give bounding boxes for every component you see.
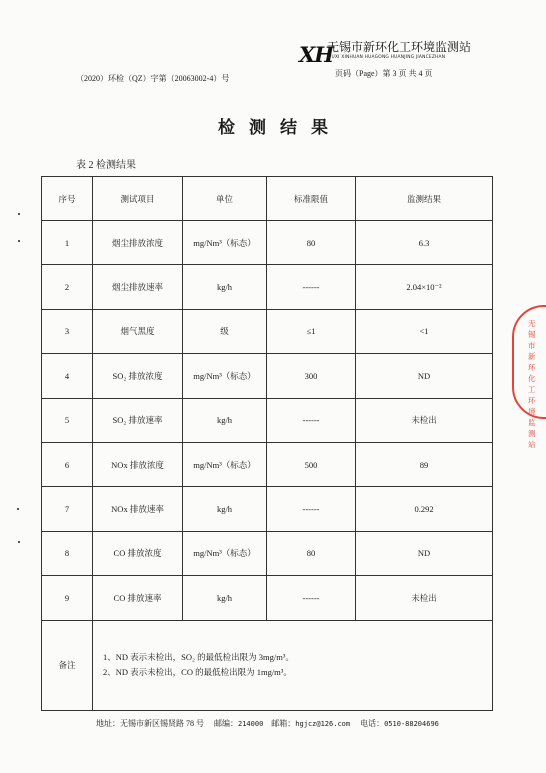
binding-mark: [18, 213, 20, 215]
address-value: 无锡市新区锡贤路 78 号: [120, 719, 204, 728]
cell-item: NOx 排放浓度: [93, 442, 183, 486]
cell-limit: ≤1: [267, 309, 356, 353]
table-row: [42, 221, 493, 265]
cell-limit: 80: [267, 531, 356, 575]
cell-result: 6.3: [356, 221, 493, 265]
cell-result: 2.04×10⁻²: [356, 265, 493, 309]
cell-no: 5: [42, 398, 93, 442]
cell-unit: mg/Nm³（标态）: [183, 531, 267, 575]
page-title: 检测结果: [218, 118, 342, 137]
cell-no: 1: [42, 221, 93, 265]
cell-no: 9: [42, 576, 93, 620]
table-row: [42, 398, 493, 442]
cell-item: CO 排放速率: [93, 576, 183, 620]
postcode-label: 邮编：: [214, 719, 238, 728]
cell-no: 7: [42, 487, 93, 531]
footer-contact: [96, 718, 439, 729]
cell-no: 4: [42, 354, 93, 398]
cell-unit: kg/h: [183, 487, 267, 531]
address-label: 地址：: [96, 719, 120, 728]
page-info: 页码（Page）第 3 页 共 4 页: [335, 69, 433, 78]
binding-mark: [17, 508, 19, 510]
cell-result: ND: [356, 354, 493, 398]
cell-no: 3: [42, 309, 93, 353]
cell-item: CO 排放浓度: [93, 531, 183, 575]
cell-item: 烟尘排放浓度: [93, 221, 183, 265]
cell-result: ND: [356, 531, 493, 575]
table-row: [42, 354, 493, 398]
logo-mark: XH: [299, 42, 334, 67]
table-row: [42, 531, 493, 575]
note-line: 1、ND 表示未检出，SO₂ 的最低检出限为 3mg/m³。: [103, 652, 294, 663]
cell-unit: 级: [183, 309, 267, 353]
cell-unit: kg/h: [183, 576, 267, 620]
cell-limit: 300: [267, 354, 356, 398]
cell-result: 89: [356, 442, 493, 486]
email-value: hgjcz@126.com: [295, 720, 351, 728]
cell-limit: ------: [267, 576, 356, 620]
cell-unit: mg/Nm³（标态）: [183, 354, 267, 398]
cell-limit: 500: [267, 442, 356, 486]
header-no: 序号: [42, 177, 93, 221]
org-name: 无锡市新环化工环境监测站: [327, 40, 472, 54]
cell-item: 烟气黑度: [93, 309, 183, 353]
cell-unit: kg/h: [183, 265, 267, 309]
cell-limit: ------: [267, 265, 356, 309]
table-row: [42, 576, 493, 620]
cell-no: 2: [42, 265, 93, 309]
cell-unit: kg/h: [183, 398, 267, 442]
table-row: [42, 442, 493, 486]
results-table: [41, 176, 493, 711]
notes-row: [42, 620, 493, 710]
header-unit: 单位: [183, 177, 267, 221]
cell-item: SO₂ 排放速率: [93, 398, 183, 442]
notes-body: [93, 620, 493, 710]
cell-result: 未检出: [356, 576, 493, 620]
header-limit: 标准限值: [267, 177, 356, 221]
table-caption: 表 2 检测结果: [76, 160, 136, 171]
cell-no: 8: [42, 531, 93, 575]
cell-result: <1: [356, 309, 493, 353]
cell-unit: mg/Nm³（标态）: [183, 442, 267, 486]
email-label: 邮箱：: [271, 719, 296, 728]
cell-item: SO₂ 排放浓度: [93, 354, 183, 398]
phone-value: 0510-88204696: [384, 720, 439, 728]
cell-no: 6: [42, 442, 93, 486]
cell-limit: 80: [267, 221, 356, 265]
notes-label: 备注: [42, 620, 93, 710]
header-item: 测试项目: [93, 177, 183, 221]
cell-limit: ------: [267, 398, 356, 442]
binding-mark: [18, 541, 20, 543]
seal-text: 无锡市新环化工环境监测站: [528, 319, 536, 449]
cell-limit: ------: [267, 487, 356, 531]
table-row: [42, 487, 493, 531]
cell-result: 未检出: [356, 398, 493, 442]
table-row: [42, 265, 493, 309]
postcode-value: 214000: [238, 720, 264, 728]
cell-item: 烟尘排放速率: [93, 265, 183, 309]
cell-result: 0.292: [356, 487, 493, 531]
report-number: （2020）环检（QZ）字第（20063002-4）号: [76, 74, 230, 83]
cell-unit: mg/Nm³（标态）: [183, 221, 267, 265]
org-name-en: WUXI XINHUAN HUAGONG HUANJING JIANCEZHAN: [327, 55, 446, 60]
table-row: [42, 309, 493, 353]
table-header-row: [42, 177, 493, 221]
binding-mark: [18, 240, 20, 242]
note-line: 2、ND 表示未检出，CO 的最低检出限为 1mg/m³。: [103, 667, 292, 678]
cell-item: NOx 排放速率: [93, 487, 183, 531]
phone-label: 电话：: [360, 719, 385, 728]
header-result: 监测结果: [356, 177, 493, 221]
